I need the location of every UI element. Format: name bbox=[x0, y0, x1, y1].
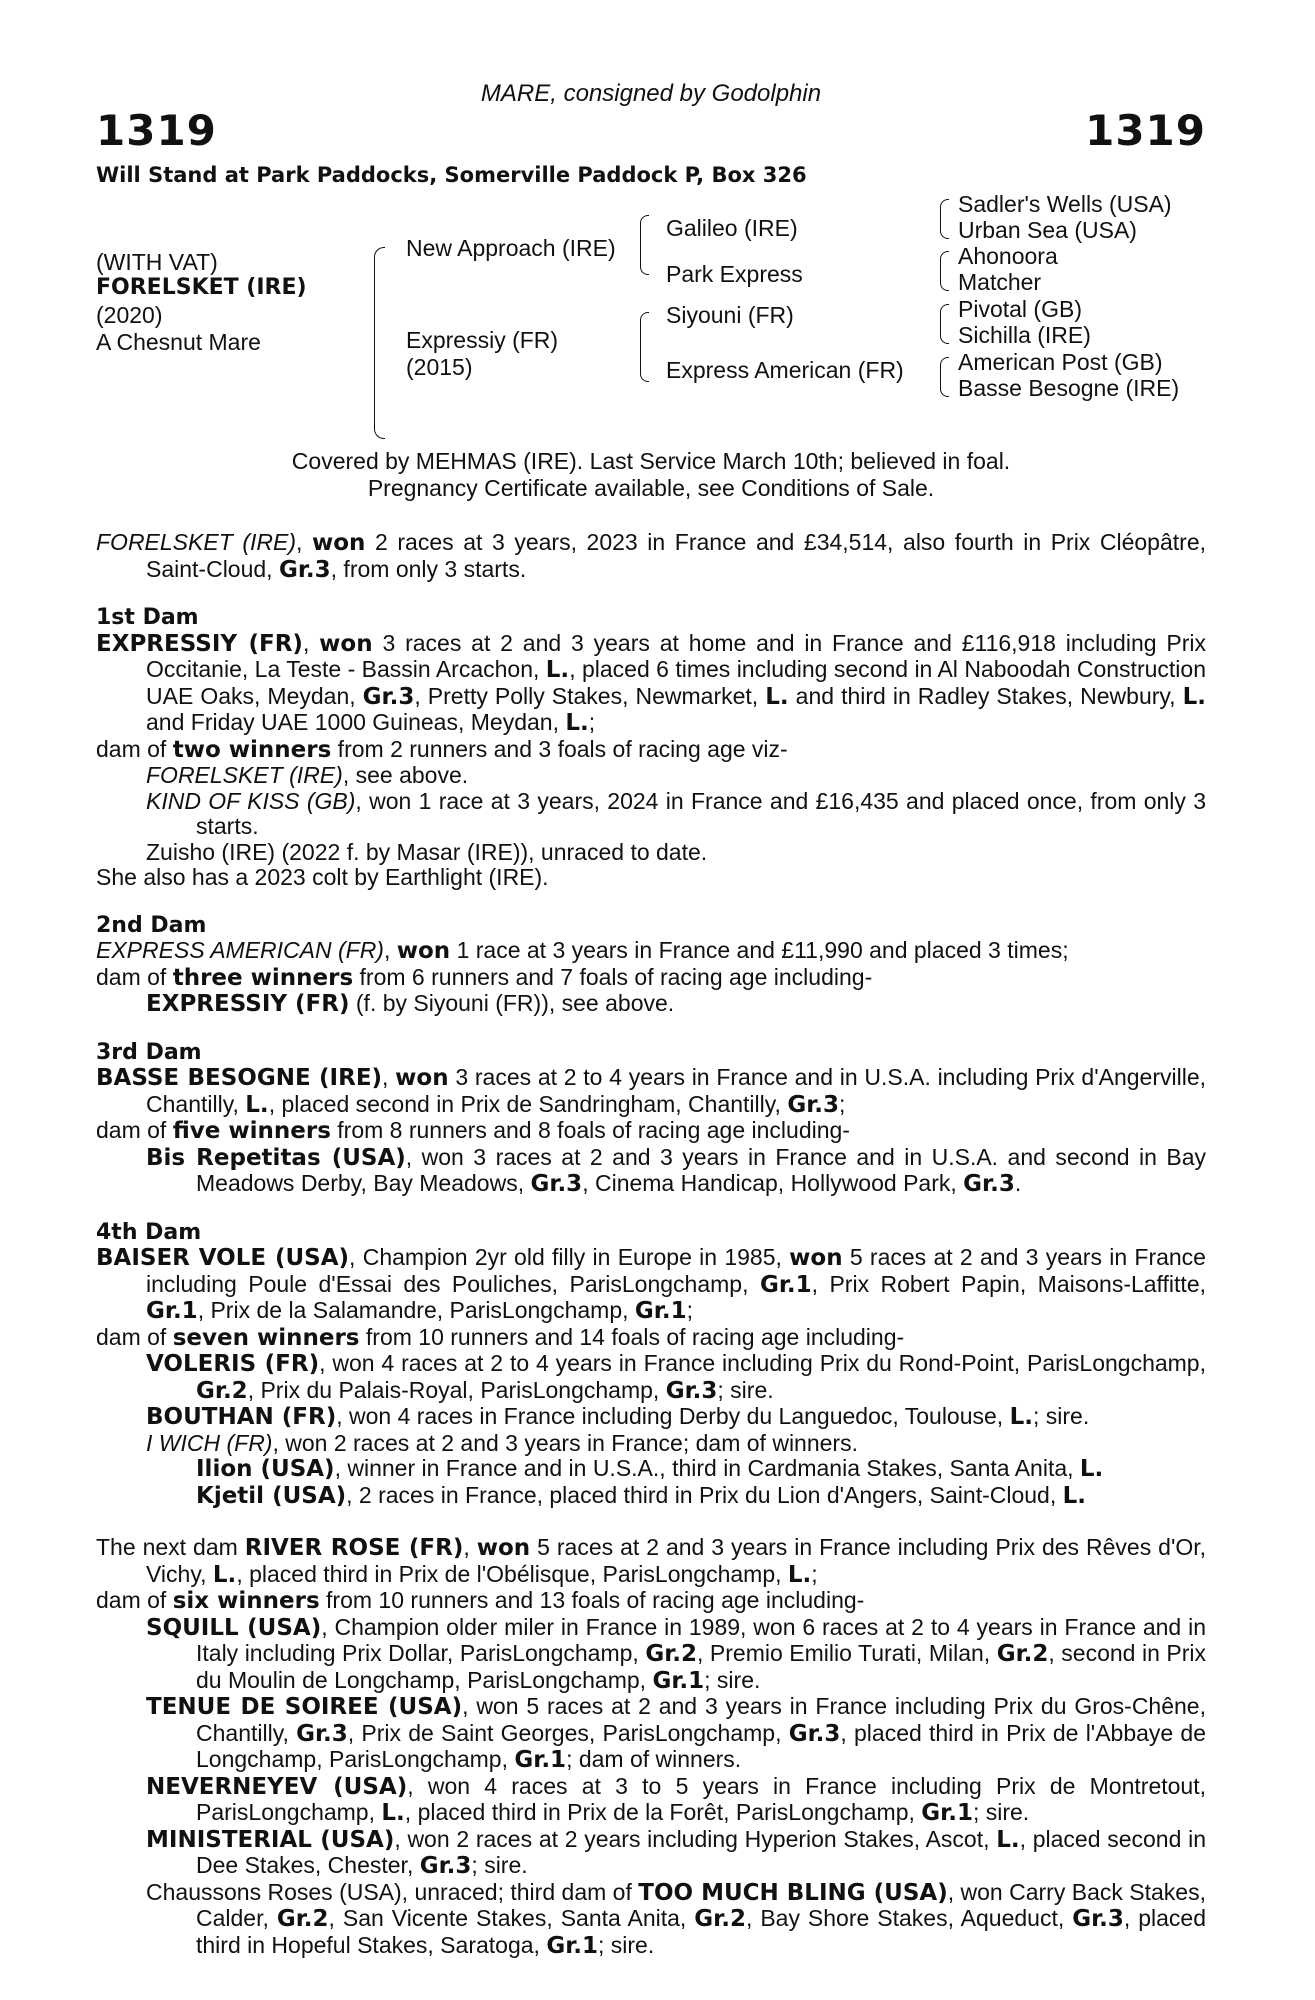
pedigree-bracket-dam bbox=[640, 312, 649, 382]
third-dam-heading: 3rd Dam bbox=[96, 1039, 202, 1065]
stand-location: Will Stand at Park Paddocks, Somerville Paddock P, Box 326 bbox=[96, 163, 807, 187]
first-dam-record: EXPRESSIY (FR), won 3 races at 2 and 3 years at home and in France and £116,918 including Prix Occitanie, La Teste - Bassin Arcachon, L., placed 6 times including second in Al Naboodah Construction UAE Oaks, Meydan, Gr.3, Pretty Polly Stakes, Newmarket, L. and third in Radley Stakes, Newbury, L. and Friday UAE 1000 Guineas, Meydan, L.; bbox=[96, 629, 1207, 736]
next-dam-produce-1: SQUILL (USA), Champion older miler in France in 1989, won 6 races at 2 to 4 years in France and in Italy including Prix Dollar, ParisLongchamp, Gr.2, Premio Emilio Turati, Milan, Gr.2, second in Prix du Moulin de Longchamp, ParisLongchamp, Gr.1; sire. bbox=[146, 1613, 1206, 1694]
pedigree-bracket-sire bbox=[640, 215, 649, 275]
next-dam-produce-2: TENUE DE SOIREE (USA), won 5 races at 2 and 3 years in France including Prix du Gros-Chêne, Chantilly, Gr.3, Prix de Saint Georges, ParisLongchamp, Gr.3, placed third in Prix de l'Abbaye de Longchamp, ParisLongchamp, Gr.1; dam of winners. bbox=[146, 1693, 1206, 1773]
catalogue-page bbox=[96, 80, 1206, 1959]
certificate-note: Pregnancy Certificate available, see Conditions of Sale. bbox=[367, 475, 935, 501]
first-dam-heading: 1st Dam bbox=[96, 605, 199, 630]
lot-number-row bbox=[96, 106, 1206, 155]
fourth-dam-record: BAISER VOLE (USA), Champion 2yr old filly in Europe in 1985, won 5 races at 2 and 3 years in France including Poule d'Essai des Pouliches, ParisLongchamp, Gr.1, Prix Robert Papin, Maisons-Laffitte, Gr.1, Prix de la Salamandre, ParisLongchamp, Gr.1; bbox=[96, 1244, 1206, 1324]
sire-sire-dam: Urban Sea (USA) bbox=[958, 217, 1137, 243]
pedigree-bracket-gen3-1 bbox=[940, 199, 949, 239]
first-dam-also: She also has a 2023 colt by Earthlight (IRE). bbox=[96, 864, 549, 890]
next-dam-produce-4: MINISTERIAL (USA), won 2 races at 2 years including Hyperion Stakes, Ascot, L., placed second in Dee Stakes, Chester, Gr.3; sire. bbox=[146, 1825, 1207, 1879]
second-dam-produce-1: EXPRESSIY (FR) (f. by Siyouni (FR)), see above. bbox=[146, 990, 675, 1017]
vat-note: (WITH VAT) bbox=[96, 249, 218, 275]
first-dam-produce-2: KIND OF KISS (GB), won 1 race at 3 years, 2024 in France and £16,435 and placed once, from only 3 starts. bbox=[146, 787, 1207, 839]
first-dam-produce-1: FORELSKET (IRE), see above. bbox=[146, 762, 469, 788]
first-dam-produce-summary: dam of two winners from 2 runners and 3 foals of racing age viz- bbox=[96, 735, 788, 763]
lot-number-right: 1319 bbox=[1085, 106, 1206, 155]
consignment-line: MARE, consigned by Godolphin bbox=[480, 80, 822, 107]
third-dam-produce-1: Bis Repetitas (USA), won 3 races at 2 and 3 years in France and in U.S.A. and second in Bay Meadows Derby, Bay Meadows, Gr.3, Cinema Handicap, Hollywood Park, Gr.3. bbox=[146, 1143, 1206, 1197]
sire-dam-dam: Matcher bbox=[958, 269, 1042, 295]
pedigree-bracket-gen3-4 bbox=[940, 357, 949, 397]
first-dam-produce-3: Zuisho (IRE) (2022 f. by Masar (IRE)), unraced to date. bbox=[146, 838, 708, 865]
pedigree-table bbox=[96, 187, 1206, 442]
sire-dam-sire: Ahonoora bbox=[958, 243, 1058, 269]
second-dam-produce-summary: dam of three winners from 6 runners and 7 foals of racing age including- bbox=[96, 963, 873, 991]
next-dam-produce-5: Chaussons Roses (USA), unraced; third dam of TOO MUCH BLING (USA), won Carry Back Stakes, Calder, Gr.2, San Vicente Stakes, Santa Anita, Gr.2, Bay Shore Stakes, Aqueduct, Gr.3, placed third in Hopeful Stakes, Saratoga, Gr.1; sire. bbox=[146, 1878, 1207, 1959]
pedigree-bracket-main bbox=[374, 247, 385, 439]
next-dam-produce-3: NEVERNEYEV (USA), won 4 races at 3 to 5 years in France including Prix de Montretout, ParisLongchamp, L., placed third in Prix de la Forêt, ParisLongchamp, Gr.1; sire. bbox=[146, 1772, 1206, 1826]
fourth-dam-heading: 4th Dam bbox=[96, 1219, 202, 1245]
dam-dam-sire: American Post (GB) bbox=[958, 349, 1163, 375]
fourth-dam-grandproduce-2: Kjetil (USA), 2 races in France, placed third in Prix du Lion d'Angers, Saint-Cloud, L. bbox=[196, 1481, 1087, 1509]
fourth-dam-produce-2: BOUTHAN (FR), won 4 races in France including Derby du Languedoc, Toulouse, L.; sire. bbox=[146, 1403, 1090, 1430]
next-dam-record: The next dam RIVER ROSE (FR), won 5 races at 2 and 3 years in France including Prix des Rêves d'Or, Vichy, L., placed third in Prix de l'Obélisque, ParisLongchamp, L.; bbox=[96, 1534, 1207, 1588]
second-dam-record: EXPRESS AMERICAN (FR), won 1 race at 3 years in France and £11,990 and placed 3 times; bbox=[96, 937, 1069, 964]
fourth-dam-produce-3: I WICH (FR), won 2 races at 2 and 3 years in France; dam of winners. bbox=[146, 1429, 858, 1456]
dam-sire: Siyouni (FR) bbox=[666, 302, 794, 328]
horse-year: (2020) bbox=[96, 302, 163, 328]
pedigree-bracket-gen3-2 bbox=[940, 251, 949, 291]
catalogue-body bbox=[96, 530, 1206, 1959]
third-dam-record: BASSE BESOGNE (IRE), won 3 races at 2 to 4 years in France and in U.S.A. including Prix d'Angerville, Chantilly, L., placed second in Prix de Sandringham, Chantilly, Gr.3; bbox=[96, 1064, 1207, 1118]
pedigree-bracket-gen3-3 bbox=[940, 304, 949, 344]
dam-dam: Express American (FR) bbox=[666, 357, 904, 383]
fourth-dam-produce-summary: dam of seven winners from 10 runners and 14 foals of racing age including- bbox=[96, 1323, 905, 1351]
service-notes bbox=[96, 448, 1206, 502]
sire: New Approach (IRE) bbox=[406, 235, 616, 261]
horse-name: FORELSKET (IRE) bbox=[96, 275, 307, 300]
lot-number-left: 1319 bbox=[96, 106, 217, 155]
dam-year: (2015) bbox=[406, 354, 473, 380]
fourth-dam-produce-1: VOLERIS (FR), won 4 races at 2 to 4 years in France including Prix du Rond-Point, ParisLongchamp, Gr.2, Prix du Palais-Royal, ParisLongchamp, Gr.3; sire. bbox=[146, 1350, 1206, 1404]
dam: Expressiy (FR) bbox=[406, 327, 559, 353]
sire-sire: Galileo (IRE) bbox=[666, 215, 798, 241]
next-dam-produce-summary: dam of six winners from 10 runners and 13 foals of racing age including- bbox=[96, 1587, 865, 1614]
second-dam-heading: 2nd Dam bbox=[96, 912, 207, 938]
dam-sire-sire: Pivotal (GB) bbox=[958, 296, 1082, 322]
covered-note: Covered by MEHMAS (IRE). Last Service March 10th; believed in foal. bbox=[291, 448, 1011, 474]
horse-description: A Chesnut Mare bbox=[96, 329, 261, 355]
intro-paragraph: FORELSKET (IRE), won 2 races at 3 years, 2023 in France and £34,514, also fourth in Prix Cléopâtre, Saint-Cloud, Gr.3, from only 3 starts. bbox=[96, 529, 1206, 583]
third-dam-produce-summary: dam of five winners from 8 runners and 8 foals of racing age including- bbox=[96, 1117, 850, 1144]
sire-dam: Park Express bbox=[666, 261, 803, 287]
sire-sire-sire: Sadler's Wells (USA) bbox=[958, 191, 1172, 217]
fourth-dam-grandproduce-1: Ilion (USA), winner in France and in U.S.A., third in Cardmania Stakes, Santa Anita, L. bbox=[196, 1455, 1104, 1482]
dam-dam-dam: Basse Besogne (IRE) bbox=[958, 375, 1180, 401]
dam-sire-dam: Sichilla (IRE) bbox=[958, 322, 1091, 348]
